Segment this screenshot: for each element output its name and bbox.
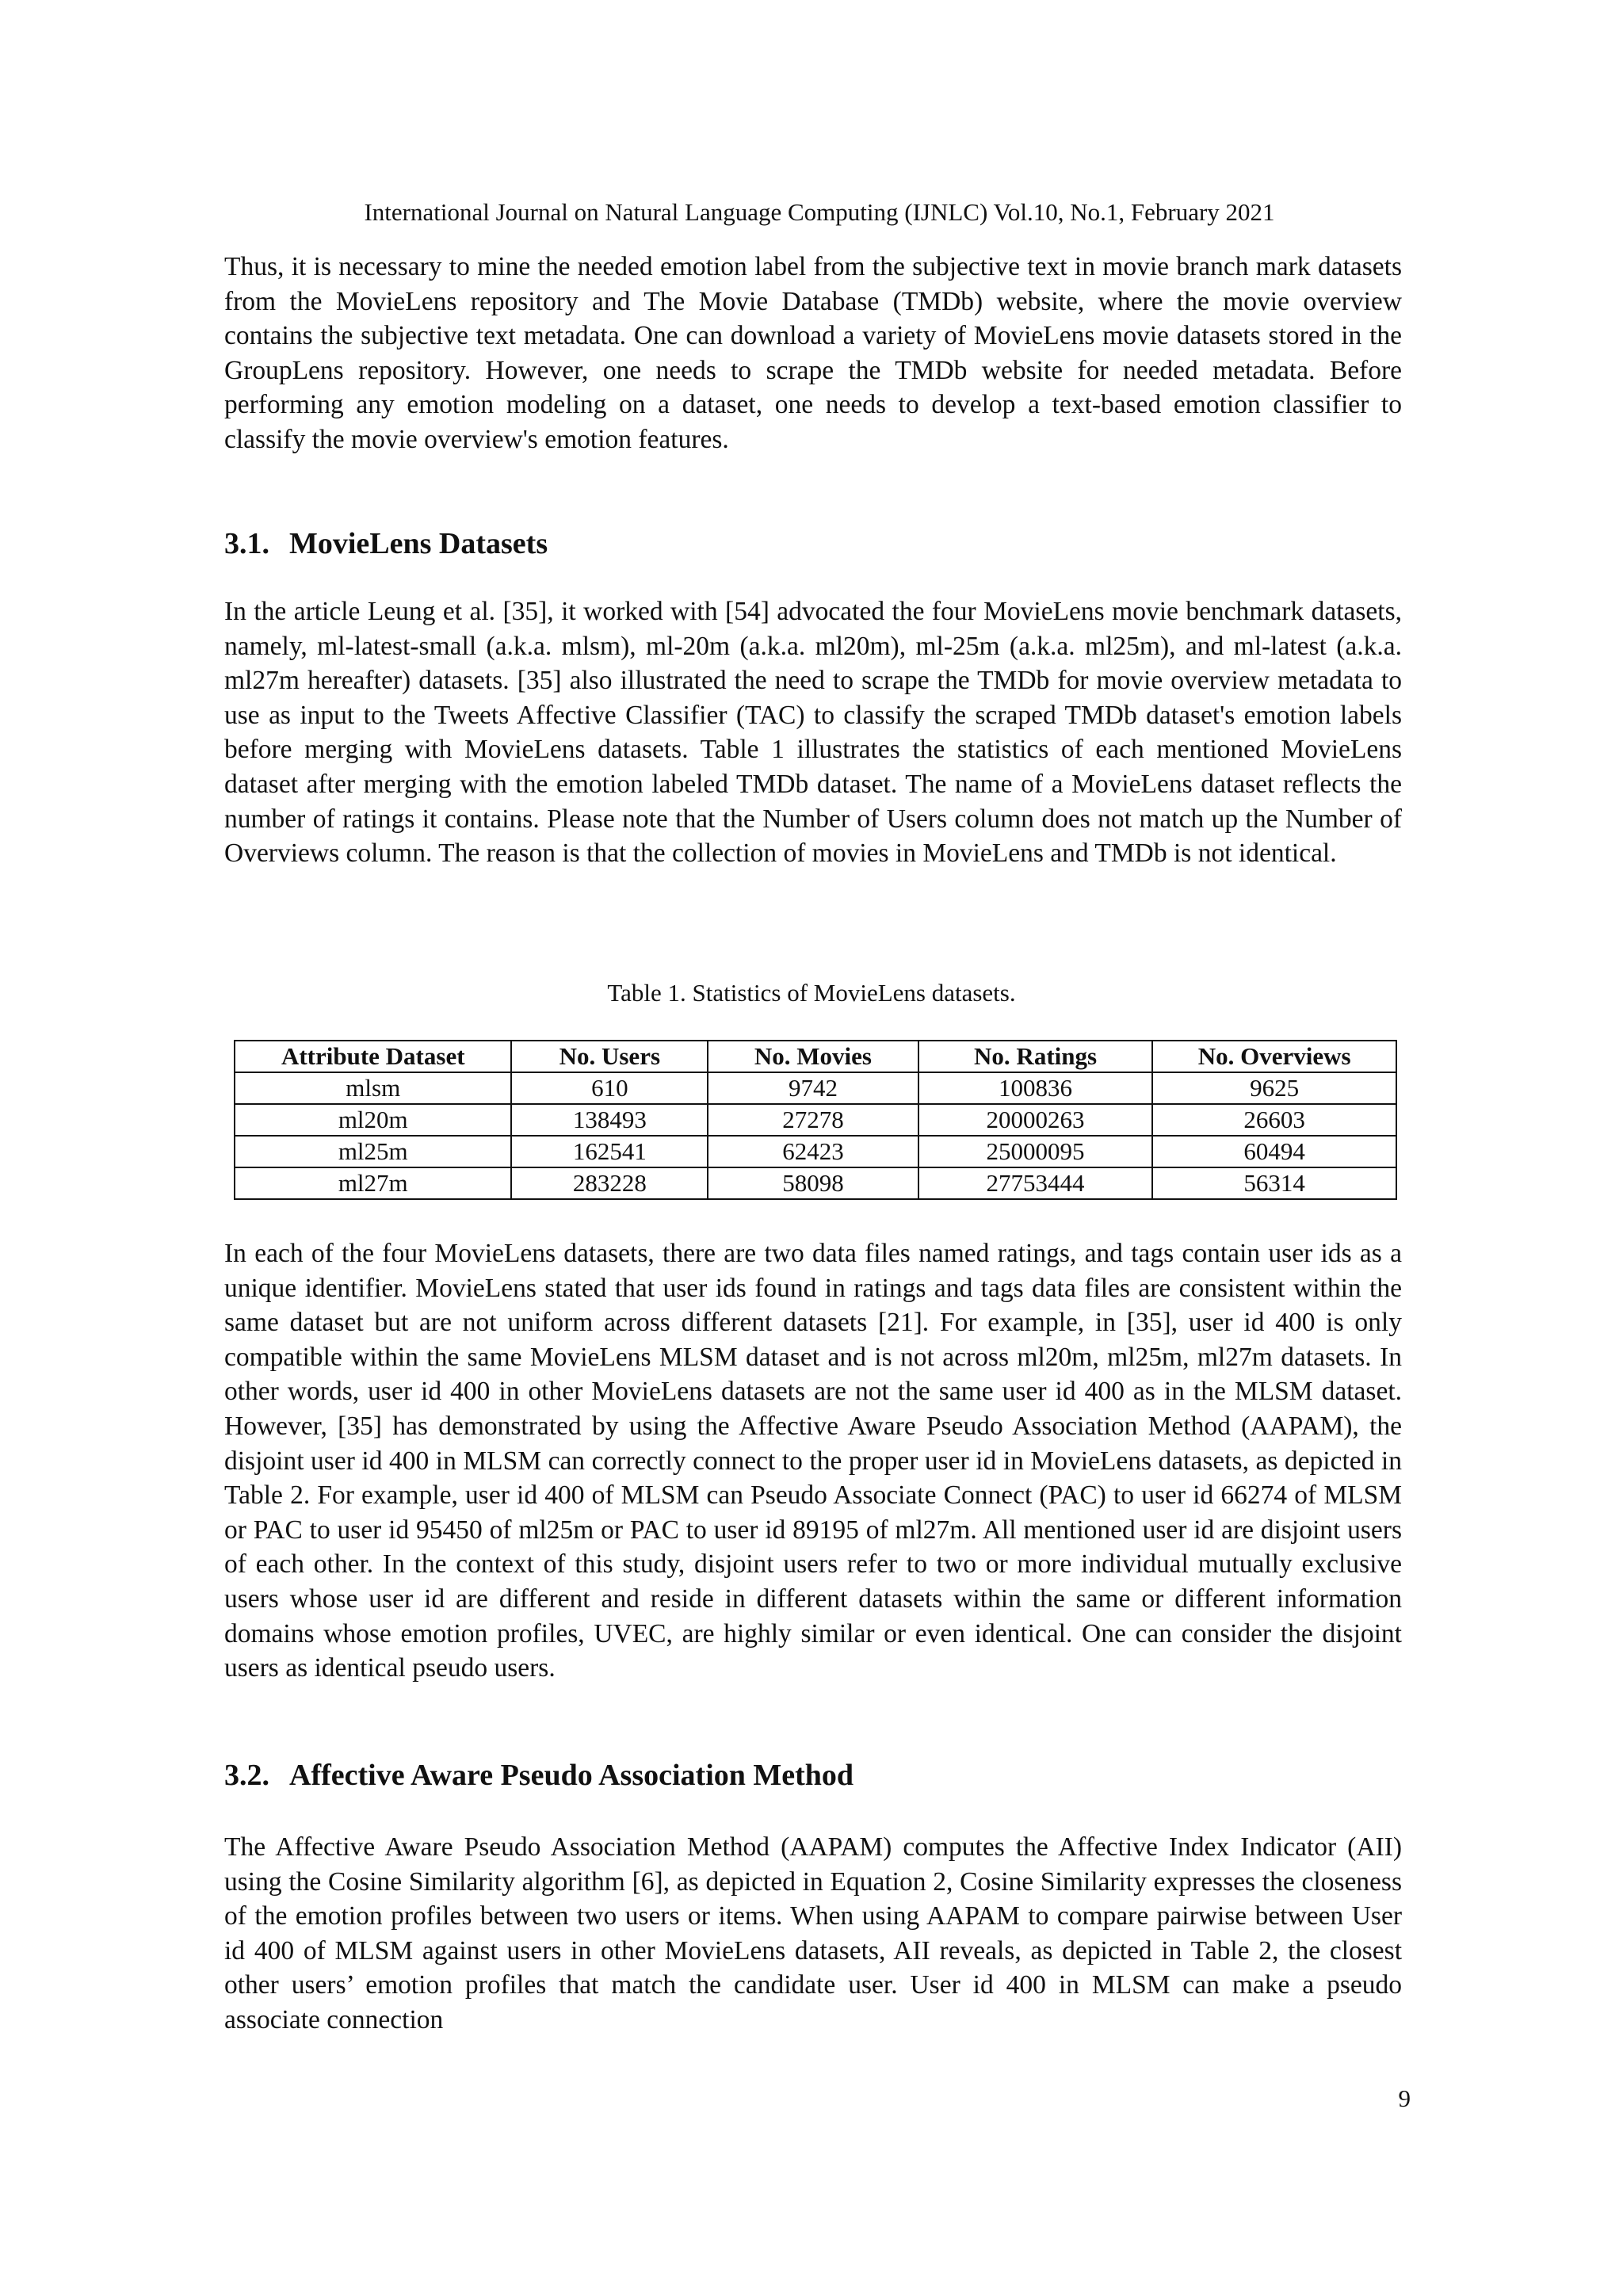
table-header-cell: No. Movies	[708, 1041, 918, 1072]
table-cell: 610	[511, 1072, 708, 1104]
table-cell: 162541	[511, 1136, 708, 1167]
section-title: Affective Aware Pseudo Association Method	[289, 1759, 854, 1792]
table-cell: 283228	[511, 1167, 708, 1199]
section-heading-3-1	[224, 525, 548, 563]
table-cell: 100836	[918, 1072, 1153, 1104]
table-cell: 62423	[708, 1136, 918, 1167]
intro-paragraph: Thus, it is necessary to mine the needed emotion label from the subjective text in movie branch mark datasets from the MovieLens repository and The Movie Database (TMDb) website, where the movie overview contains the subjective text metadata. One can download a variety of MovieLens movie datasets stored in the GroupLens repository. However, one needs to scrape the TMDb website for needed metadata. Before performing any emotion modeling on a dataset, one needs to develop a text-based emotion classifier to classify the movie overview's emotion features.	[224, 252, 1402, 454]
table-cell: 27753444	[918, 1167, 1153, 1199]
table-cell: ml25m	[235, 1136, 511, 1167]
table-cell: mlsm	[235, 1072, 511, 1104]
table-cell: ml27m	[235, 1167, 511, 1199]
table-header-cell: No. Users	[511, 1041, 708, 1072]
section-number: 3.2.	[224, 1759, 269, 1792]
page-number: 9	[1398, 2084, 1411, 2112]
table-caption: Table 1. Statistics of MovieLens datasets.	[607, 979, 1016, 1007]
table-cell: 9625	[1152, 1072, 1396, 1104]
table-header-cell: No. Ratings	[918, 1041, 1153, 1072]
table-header-cell: No. Overviews	[1152, 1041, 1396, 1072]
table-cell: 56314	[1152, 1167, 1396, 1199]
table-row	[235, 1072, 1396, 1104]
section-3-1-paragraph-2: In each of the four MovieLens datasets, there are two data files named ratings, and tags contain user ids as a unique identifier. MovieLens stated that user ids found in ratings and tags data files are consistent within the same dataset but are not uniform across different datasets [21]. For example, in [35], user id 400 is only compatible within the same MovieLens MLSM dataset and is not across ml20m, ml25m, ml27m datasets. In other words, user id 400 in other MovieLens datasets are not the same user id 400 as in the MLSM dataset. However, [35] has demonstrated by using the Affective Aware Pseudo Association Method (AAPAM), the disjoint user id 400 in MLSM can correctly connect to the proper user id in MovieLens datasets, as depicted in Table 2. For example, user id 400 of MLSM can Pseudo Associate Connect (PAC) to user id 66274 of MLSM or PAC to user id 95450 of ml25m or PAC to user id 89195 of ml27m. All mentioned user id are disjoint users of each other. In the context of this study, disjoint users refer to two or more individual mutually exclusive users whose user id are different and reside in different datasets within the same or different information domains whose emotion profiles, UVEC, are highly similar or even identical. One can consider the disjoint users as identical pseudo users.	[224, 1239, 1402, 1683]
table-header-row	[235, 1041, 1396, 1072]
table-row	[235, 1167, 1396, 1199]
section-3-1-paragraph-1: In the article Leung et al. [35], it worked with [54] advocated the four MovieLens movie benchmark datasets, namely, ml-latest-small (a.k.a. mlsm), ml-20m (a.k.a. ml20m), ml-25m (a.k.a. ml25m), and ml-latest (a.k.a. ml27m hereafter) datasets. [35] also illustrated the need to scrape the TMDb for movie overview metadata to use as input to the Tweets Affective Classifier (TAC) to classify the scraped TMDb dataset's emotion labels before merging with MovieLens datasets. Table 1 illustrates the statistics of each mentioned MovieLens dataset after merging with the emotion labeled TMDb dataset. The name of a MovieLens dataset reflects the number of ratings it contains. Please note that the Number of Users column does not match up the Number of Overviews column. The reason is that the collection of movies in MovieLens and TMDb is not identical.	[224, 597, 1402, 869]
table-row	[235, 1104, 1396, 1136]
table-cell: 25000095	[918, 1136, 1153, 1167]
running-header	[0, 197, 1623, 228]
table-row	[235, 1136, 1396, 1167]
table-cell: 138493	[511, 1104, 708, 1136]
section-heading-3-2	[224, 1756, 854, 1794]
section-3-2-paragraph-1: The Affective Aware Pseudo Association Method (AAPAM) computes the Affective Index Indicator (AII) using the Cosine Similarity algorithm [6], as depicted in Equation 2, Cosine Similarity expresses the closeness of the emotion profiles between two users or items. When using AAPAM to compare pairwise between User id 400 of MLSM against users in other MovieLens datasets, AII reveals, as depicted in Table 2, the closest other users’ emotion profiles that match the candidate user. User id 400 in MLSM can make a pseudo associate connection	[224, 1832, 1402, 2034]
section-number: 3.1.	[224, 527, 269, 560]
table-cell: 60494	[1152, 1136, 1396, 1167]
table-cell: 20000263	[918, 1104, 1153, 1136]
table-header-cell: Attribute Dataset	[235, 1041, 511, 1072]
table-cell: ml20m	[235, 1104, 511, 1136]
table-cell: 26603	[1152, 1104, 1396, 1136]
statistics-table	[234, 1040, 1397, 1200]
journal-title: International Journal on Natural Language Computing (IJNLC) Vol.10, No.1, February 2021	[364, 198, 1275, 226]
table-cell: 9742	[708, 1072, 918, 1104]
table-cell: 27278	[708, 1104, 918, 1136]
table-cell: 58098	[708, 1167, 918, 1199]
section-title: MovieLens Datasets	[289, 527, 548, 560]
